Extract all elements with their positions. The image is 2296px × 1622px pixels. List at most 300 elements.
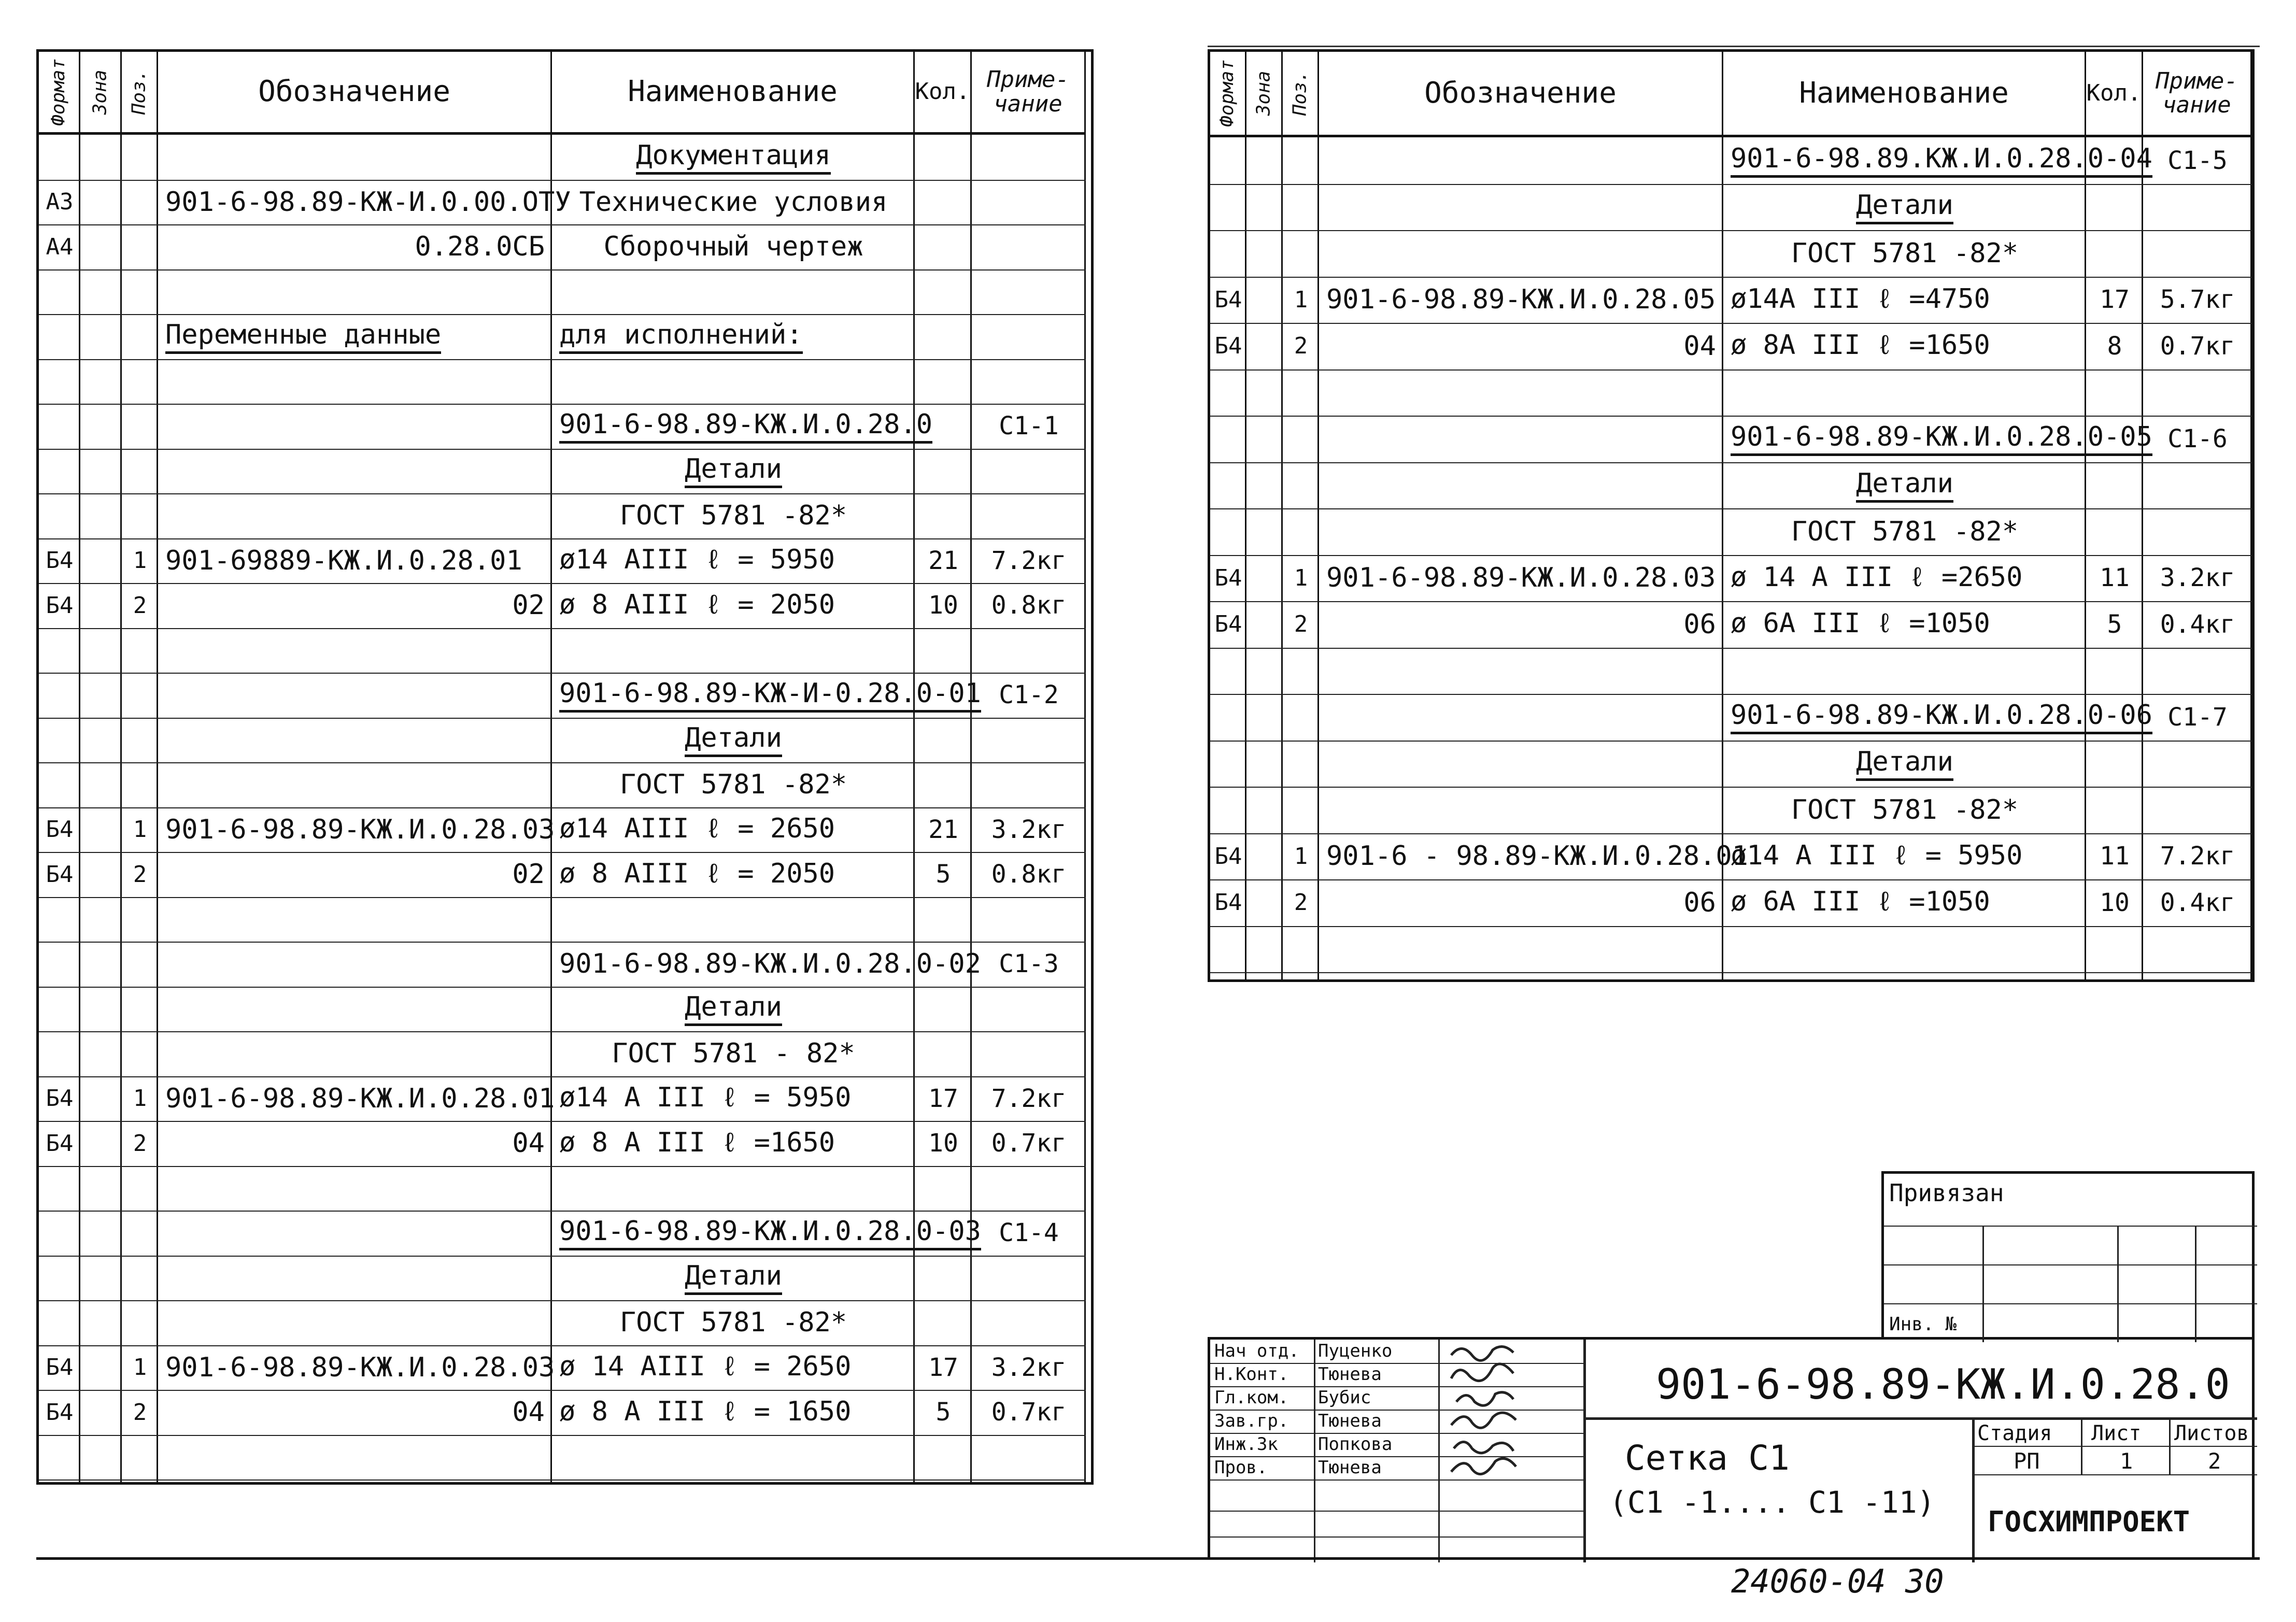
cell-name: [552, 1076, 915, 1121]
cell-note: [2143, 416, 2252, 462]
cell-name-text: Документация: [636, 140, 831, 175]
cell-qty: [915, 762, 972, 807]
cell-qty-text: 11: [2100, 563, 2130, 593]
left-spec-table: [36, 49, 1094, 1485]
cell-note: [972, 314, 1086, 359]
cell-zone: [1246, 462, 1283, 509]
cell-note: [972, 135, 1086, 180]
cell-name: [1723, 648, 2086, 694]
cell-pos: [122, 1121, 158, 1166]
header-zone: Зона: [1253, 70, 1274, 116]
cell-zone: [80, 807, 122, 852]
cell-qty-text: 17: [928, 1353, 958, 1382]
cell-zone: [80, 180, 122, 225]
cell-format: [39, 762, 80, 807]
header-note: Приме-чание: [987, 66, 1069, 117]
cell-zone: [1246, 601, 1283, 648]
cell-format-text: Б4: [46, 592, 74, 619]
cell-format: [1210, 648, 1246, 694]
cell-designation: [158, 1300, 552, 1345]
cell-pos-text: 1: [1294, 286, 1308, 313]
cell-qty: [2086, 323, 2143, 369]
cell-format-text: Б4: [1214, 286, 1242, 313]
cell-pos: [1283, 137, 1319, 184]
cell-pos-text: 1: [1294, 564, 1308, 591]
cell-qty: [915, 1166, 972, 1211]
name-4: Тюнева: [1318, 1411, 1382, 1431]
cell-name: [552, 135, 915, 180]
cell-pos: [122, 269, 158, 315]
cell-zone: [80, 628, 122, 673]
cell-format-text: Б4: [46, 1354, 74, 1381]
cell-name: [552, 1031, 915, 1076]
cell-name-text: 901-6-98.89-КЖ.И.0.28.0: [559, 409, 932, 444]
cell-zone: [80, 269, 122, 315]
cell-pos: [122, 1345, 158, 1390]
cell-qty: [2086, 462, 2143, 509]
cell-pos: [1283, 369, 1319, 416]
cell-designation: [1319, 601, 1723, 648]
cell-qty: [915, 135, 972, 180]
cell-qty: [2086, 879, 2143, 926]
cell-format: [1210, 555, 1246, 602]
cell-designation: [158, 762, 552, 807]
right-rows: [1210, 137, 2252, 979]
cell-note: [972, 583, 1086, 628]
cell-pos-text: 1: [133, 547, 147, 574]
cell-zone: [80, 718, 122, 763]
cell-designation: [158, 224, 552, 269]
header-format: Формат: [48, 58, 69, 126]
name-1: Пуценко: [1318, 1341, 1393, 1361]
cell-format-text: Б4: [1214, 564, 1242, 591]
cell-designation: [1319, 416, 1723, 462]
cell-designation: [1319, 648, 1723, 694]
cell-format: [39, 897, 80, 942]
cell-pos: [1283, 323, 1319, 369]
cell-note-text: 0.7кг: [991, 1129, 1067, 1158]
cell-qty: [915, 493, 972, 538]
cell-format: [39, 1211, 80, 1256]
cell-qty: [2086, 833, 2143, 880]
role-6: Пров.: [1214, 1457, 1268, 1478]
cell-designation-text: 901-6-98.89-КЖ.И.0.28.05: [1326, 284, 1716, 316]
cell-pos-text: 2: [133, 1399, 147, 1426]
cell-qty: [915, 404, 972, 449]
cell-pos: [122, 359, 158, 404]
cell-zone: [80, 1166, 122, 1211]
cell-designation-text: 901-6-98.89-КЖ-И.0.00.ОТУ: [165, 186, 571, 218]
cell-qty: [2086, 416, 2143, 462]
cell-pos-text: 2: [133, 592, 147, 619]
cell-pos: [122, 538, 158, 584]
row-divider: [39, 1479, 1086, 1481]
cell-pos: [1283, 508, 1319, 555]
cell-note-text: 0.4кг: [2160, 609, 2235, 639]
cell-designation: [158, 404, 552, 449]
cell-pos: [122, 1390, 158, 1435]
cell-zone: [80, 1076, 122, 1121]
cell-qty: [915, 314, 972, 359]
cell-name-text: ø 6А III ℓ =1050: [1731, 608, 1990, 639]
header-note: Приме-чание: [2156, 67, 2238, 118]
cell-zone: [80, 404, 122, 449]
cell-format: [1210, 416, 1246, 462]
cell-designation: [158, 1256, 552, 1301]
drawing-code: 901-6-98.89-КЖ.И.0.28.0: [1656, 1360, 2230, 1408]
cell-format: [39, 583, 80, 628]
cell-designation: [158, 1076, 555, 1121]
cell-note: [972, 807, 1086, 852]
cell-designation: [158, 1166, 552, 1211]
cell-qty-text: 11: [2100, 842, 2130, 871]
cell-name-text: ø14 АIII ℓ = 2650: [559, 813, 835, 845]
cell-designation-text: 0.28.0СБ: [415, 231, 545, 263]
cell-designation: [1319, 230, 1723, 277]
cell-note-text: С1-2: [999, 680, 1059, 710]
cell-qty: [915, 1345, 972, 1390]
name-5: Попкова: [1318, 1434, 1393, 1455]
cell-designation: [158, 1031, 552, 1076]
cell-designation: [1319, 137, 1723, 184]
cell-note: [2143, 648, 2252, 694]
signatures: [1441, 1340, 1581, 1485]
cell-designation: [1319, 508, 1723, 555]
cell-zone: [80, 449, 122, 494]
cell-zone: [80, 359, 122, 404]
cell-zone: [1246, 369, 1283, 416]
cell-name-text: 901-6-98.89-КЖ.И.0.28.0-05: [1731, 421, 2152, 456]
cell-name-text: ø14 А III ℓ = 5950: [559, 1082, 852, 1114]
cell-note-text: С1-4: [999, 1218, 1059, 1248]
cell-zone: [1246, 926, 1283, 973]
cell-format: [39, 1435, 80, 1480]
cell-designation: [1319, 926, 1723, 973]
cell-designation: [1319, 184, 1723, 231]
header-name: Наименование: [1799, 76, 2009, 110]
cell-note-text: 0.8кг: [991, 860, 1067, 889]
cell-note: [2143, 508, 2252, 555]
cell-qty: [915, 359, 972, 404]
cell-qty: [2086, 369, 2143, 416]
cell-pos: [122, 224, 158, 269]
cell-qty: [915, 1300, 972, 1345]
cell-zone: [1246, 184, 1283, 231]
cell-note-text: С1-7: [2167, 702, 2228, 732]
cell-note: [972, 718, 1086, 763]
cell-designation: [158, 987, 552, 1032]
cell-note-text: 3.2кг: [991, 815, 1067, 844]
cell-name: [552, 1166, 915, 1211]
cell-note-text: 7.2кг: [2160, 842, 2235, 871]
cell-name: [1723, 601, 2086, 648]
cell-note: [2143, 323, 2252, 369]
cell-format: [39, 1121, 80, 1166]
cell-note: [2143, 787, 2252, 833]
cell-name-text: Детали: [685, 722, 782, 757]
cell-note-text: 3.2кг: [991, 1353, 1067, 1382]
cell-note: [972, 628, 1086, 673]
cell-designation: [1319, 787, 1723, 833]
cell-format-text: Б4: [46, 1399, 74, 1426]
cell-pos: [122, 987, 158, 1032]
cell-pos-text: 1: [133, 1354, 147, 1381]
cell-note: [2143, 555, 2252, 602]
cell-zone: [1246, 787, 1283, 833]
cell-qty: [915, 1121, 972, 1166]
cell-pos: [122, 404, 158, 449]
cell-qty: [915, 942, 972, 987]
cell-format: [39, 628, 80, 673]
cell-format: [39, 1345, 80, 1390]
cell-note: [2143, 601, 2252, 648]
header-qty: Кол.: [915, 78, 970, 105]
header-qty: Кол.: [2086, 79, 2142, 106]
cell-name: [552, 493, 915, 538]
cell-name: [552, 404, 933, 449]
cell-format: [1210, 137, 1246, 184]
cell-format: [1210, 601, 1246, 648]
cell-designation-text: 901-6 - 98.89-КЖ.И.0.28.01: [1326, 841, 1748, 872]
cell-pos: [1283, 277, 1319, 323]
cell-qty: [2086, 694, 2143, 741]
cell-format: [39, 987, 80, 1032]
cell-qty: [915, 449, 972, 494]
footer-number: 24060-04 30: [1731, 1562, 1944, 1600]
cell-qty: [2086, 601, 2143, 648]
cell-name-text: ø 8 АIII ℓ = 2050: [559, 858, 835, 889]
cell-format: [39, 718, 80, 763]
cell-pos-text: 2: [133, 1130, 147, 1157]
cell-name-text: 901-6-98.89-КЖ.И.0.28.0-06: [1731, 700, 2152, 734]
cell-name-text: ø 8 АIII ℓ = 2050: [559, 589, 835, 620]
cell-format: [1210, 369, 1246, 416]
cell-zone: [1246, 648, 1283, 694]
cell-note: [2143, 137, 2252, 184]
cell-name: [1723, 833, 2086, 880]
cell-designation: [158, 135, 552, 180]
cell-pos: [1283, 926, 1319, 973]
cell-zone: [80, 987, 122, 1032]
cell-pos: [1283, 879, 1319, 926]
sheet-subtitle: (С1 -1.... С1 -11): [1609, 1485, 1935, 1520]
cell-pos: [122, 807, 158, 852]
cell-designation: [1319, 741, 1723, 787]
cell-zone: [80, 1121, 122, 1166]
cell-qty: [915, 807, 972, 852]
cell-name: [552, 314, 915, 359]
cell-pos: [122, 1166, 158, 1211]
cell-qty: [915, 180, 972, 225]
cell-name-text: Детали: [685, 991, 782, 1026]
cell-name-text: ø 14 АIII ℓ = 2650: [559, 1351, 852, 1383]
cell-qty: [915, 538, 972, 584]
cell-note: [2143, 184, 2252, 231]
cell-qty: [915, 1256, 972, 1301]
cell-designation-text: 06: [1683, 608, 1716, 640]
cell-pos: [122, 1211, 158, 1256]
cell-format-text: Б4: [46, 547, 74, 574]
cell-qty-text: 5: [936, 860, 951, 889]
cell-qty-text: 10: [928, 1129, 958, 1158]
cell-pos: [122, 314, 158, 359]
cell-name: [552, 1300, 915, 1345]
cell-format: [39, 1076, 80, 1121]
cell-format-text: Б4: [46, 1085, 74, 1112]
cell-format: [1210, 230, 1246, 277]
cell-note: [972, 404, 1086, 449]
cell-pos-text: 2: [133, 861, 147, 888]
cell-qty: [2086, 184, 2143, 231]
cell-designation: [158, 1345, 555, 1390]
cell-pos: [122, 718, 158, 763]
cell-pos: [1283, 184, 1319, 231]
cell-note-text: С1-5: [2167, 146, 2228, 175]
cell-zone: [80, 583, 122, 628]
role-3: Гл.ком.: [1214, 1387, 1289, 1408]
cell-pos-text: 2: [1294, 889, 1308, 916]
cell-qty: [2086, 555, 2143, 602]
cell-name: [552, 538, 915, 584]
cell-designation-text: 901-6-98.89-КЖ.И.0.28.01: [165, 1083, 555, 1114]
cell-name: [552, 1121, 915, 1166]
cell-name-text: ГОСТ 5781 -82*: [619, 500, 847, 532]
cell-name-text: ГОСТ 5781 -82*: [1791, 794, 2019, 826]
cell-pos: [1283, 833, 1319, 880]
cell-zone: [1246, 694, 1283, 741]
cell-format-text: Б4: [46, 1130, 74, 1157]
cell-name-text: Детали: [1856, 468, 1953, 503]
sheet-value: 1: [2120, 1448, 2133, 1474]
cell-zone: [80, 897, 122, 942]
cell-pos: [1283, 694, 1319, 741]
cell-name-text: ГОСТ 5781 -82*: [1791, 516, 2019, 547]
cell-note-text: 7.2кг: [991, 1084, 1067, 1113]
cell-name: [552, 449, 915, 494]
cell-format-text: Б4: [1214, 843, 1242, 870]
cell-format: [1210, 184, 1246, 231]
cell-zone: [1246, 230, 1283, 277]
cell-name: [1723, 879, 2086, 926]
cell-zone: [1246, 555, 1283, 602]
cell-designation-text: 04: [512, 1128, 545, 1159]
cell-qty: [915, 897, 972, 942]
cell-format: [1210, 926, 1246, 973]
attached-label: Привязан: [1889, 1179, 2004, 1207]
cell-name-text: ГОСТ 5781 -82*: [619, 769, 847, 801]
cell-note-text: 5.7кг: [2160, 285, 2235, 315]
cell-qty: [915, 1211, 972, 1256]
cell-designation: [158, 314, 552, 359]
cell-note: [2143, 879, 2252, 926]
cell-note: [972, 673, 1086, 718]
cell-qty-text: 21: [928, 815, 958, 844]
cell-zone: [80, 1345, 122, 1390]
cell-format: [39, 224, 80, 269]
cell-note: [972, 180, 1086, 225]
cell-designation: [158, 1435, 552, 1480]
cell-name: [1723, 230, 2086, 277]
cell-qty-text: 8: [2107, 331, 2122, 361]
cell-qty-text: 17: [928, 1084, 958, 1113]
cell-qty: [2086, 648, 2143, 694]
cell-designation: [1319, 323, 1723, 369]
cell-qty: [915, 224, 972, 269]
cell-name: [1723, 926, 2086, 973]
inventory-label: Инв. №: [1889, 1314, 1957, 1335]
cell-name: [1723, 694, 2152, 741]
cell-qty-text: 17: [2100, 285, 2130, 315]
left-rows: [39, 135, 1091, 1482]
cell-format: [39, 449, 80, 494]
cell-format: [39, 673, 80, 718]
cell-note: [972, 987, 1086, 1032]
row-divider: [1210, 972, 2252, 973]
cell-pos: [122, 852, 158, 897]
cell-name: [552, 224, 915, 269]
cell-designation-text: 901-69889-КЖ.И.0.28.01: [165, 545, 522, 576]
name-2: Тюнева: [1318, 1364, 1382, 1385]
cell-pos-text: 1: [133, 1085, 147, 1112]
cell-name: [552, 762, 915, 807]
cell-note: [972, 1166, 1086, 1211]
cell-note: [2143, 230, 2252, 277]
cell-qty: [915, 673, 972, 718]
cell-format: [1210, 879, 1246, 926]
header-pos: Поз.: [1289, 70, 1311, 116]
sheet-title: Сетка С1: [1625, 1438, 1790, 1478]
cell-name-text: Детали: [685, 1260, 782, 1295]
cell-name-text: 901-6-98.89-КЖ.И.0.28.0-02: [559, 948, 981, 980]
cell-designation: [1319, 277, 1723, 323]
cell-name-text: ГОСТ 5781 -82*: [619, 1307, 847, 1339]
cell-name-text: ГОСТ 5781 -82*: [1791, 237, 2019, 269]
cell-qty: [915, 718, 972, 763]
cell-pos: [122, 583, 158, 628]
cell-note: [972, 1435, 1086, 1480]
cell-note: [972, 359, 1086, 404]
cell-pos: [122, 135, 158, 180]
cell-note-text: 0.8кг: [991, 591, 1067, 620]
cell-pos: [1283, 230, 1319, 277]
cell-note: [972, 852, 1086, 897]
cell-pos: [122, 762, 158, 807]
cell-zone: [80, 942, 122, 987]
sheets-label: Листов: [2174, 1421, 2249, 1445]
cell-qty: [915, 628, 972, 673]
cell-zone: [1246, 416, 1283, 462]
cell-designation-text: 04: [1683, 330, 1716, 362]
cell-note: [2143, 277, 2252, 323]
cell-pos: [122, 1256, 158, 1301]
cell-pos: [1283, 741, 1319, 787]
cell-qty-text: 10: [2100, 888, 2130, 917]
cell-name: [552, 1435, 915, 1480]
cell-format: [39, 404, 80, 449]
cell-name-text: ГОСТ 5781 - 82*: [612, 1038, 855, 1070]
cell-qty: [2086, 741, 2143, 787]
cell-designation: [1319, 462, 1723, 509]
cell-name: [552, 583, 915, 628]
cell-format: [1210, 277, 1246, 323]
cell-qty: [2086, 230, 2143, 277]
cell-name: [1723, 137, 2152, 184]
sheets-value: 2: [2208, 1448, 2221, 1474]
cell-name: [552, 359, 915, 404]
cell-format: [1210, 323, 1246, 369]
cell-name-text: Сборочный чертеж: [603, 231, 863, 263]
cell-zone: [80, 224, 122, 269]
